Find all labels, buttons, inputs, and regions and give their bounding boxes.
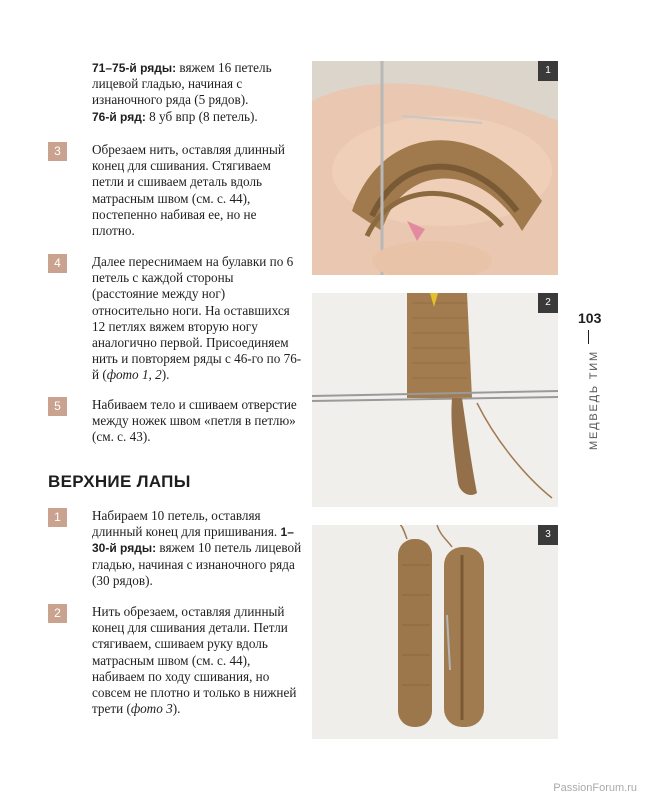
step-number-badge: 2 — [48, 604, 67, 623]
step-number-badge: 5 — [48, 397, 67, 416]
photo-knitted-arms — [312, 525, 558, 739]
photo-number: 2 — [538, 293, 558, 313]
row-label: 1–30-й ряды: — [92, 525, 294, 556]
divider — [588, 330, 589, 344]
row-label: 71–75-й ряды: — [92, 61, 177, 75]
section-heading: ВЕРХНИЕ ЛАПЫ — [48, 472, 191, 491]
step-text: Далее переснимаем на булавки по 6 петель с каждой стороны (расстояние между ног) относительно ноги. На оставшихся 12 петлях вяжем вторую ногу аналогично первой. Присоединяем нить и повторяем ряды с 46-го по 76-й (фото 1, 2). — [92, 254, 302, 383]
step-text: Набиваем тело и сшиваем отверстие между ножек швом «петля в петлю» (см. с. 43). — [92, 397, 297, 445]
row-label: 76-й ряд: — [92, 109, 146, 124]
step-number-badge: 3 — [48, 142, 67, 161]
photo-2-illustration — [312, 293, 558, 507]
photo-ref: фото 3 — [130, 701, 173, 717]
row-text: вяжем 16 петель лицевой гладью, начиная с изнаночного ряда (5 рядов). — [92, 60, 272, 108]
step-number-badge: 4 — [48, 254, 67, 273]
intro-text — [92, 60, 302, 125]
page-number: 103 — [578, 310, 602, 326]
step-text: Набираем 10 петель, оставляя длинный конец для пришивания. 1–30-й ряды: вяжем 10 петель лицевой гладью, начиная с изнаночного ряда (30 рядов). — [92, 508, 302, 588]
photo-number: 1 — [538, 61, 558, 81]
watermark: PassionForum.ru — [553, 782, 637, 794]
step-text: Обрезаем нить, оставляя длинный конец для сшивания. Стягиваем петли и сшиваем деталь вдоль матрасным швом (см. с. 44), постепенно набивая ее, но не плотно. — [92, 142, 285, 239]
step-text: Нить обрезаем, оставляя длинный конец для сшивания детали. Петли стягиваем, сшиваем руку вдоль матрасным швом (см. с. 44), набиваем по ходу сшивания, но совсем не плотно и только в нижней трети (фото 3). — [92, 604, 297, 717]
photo-number: 3 — [538, 525, 558, 545]
row-text: 8 уб впр (8 петель). — [145, 108, 258, 124]
step-number-badge: 1 — [48, 508, 67, 527]
running-title: МЕДВЕДЬ ТИМ — [588, 350, 600, 450]
photo-ref: фото 1, 2 — [106, 367, 162, 383]
photo-knitting-on-hand — [312, 61, 558, 275]
photo-1-illustration — [312, 61, 558, 275]
photo-knitted-leg-on-needles — [312, 293, 558, 507]
photo-3-illustration — [312, 525, 558, 739]
